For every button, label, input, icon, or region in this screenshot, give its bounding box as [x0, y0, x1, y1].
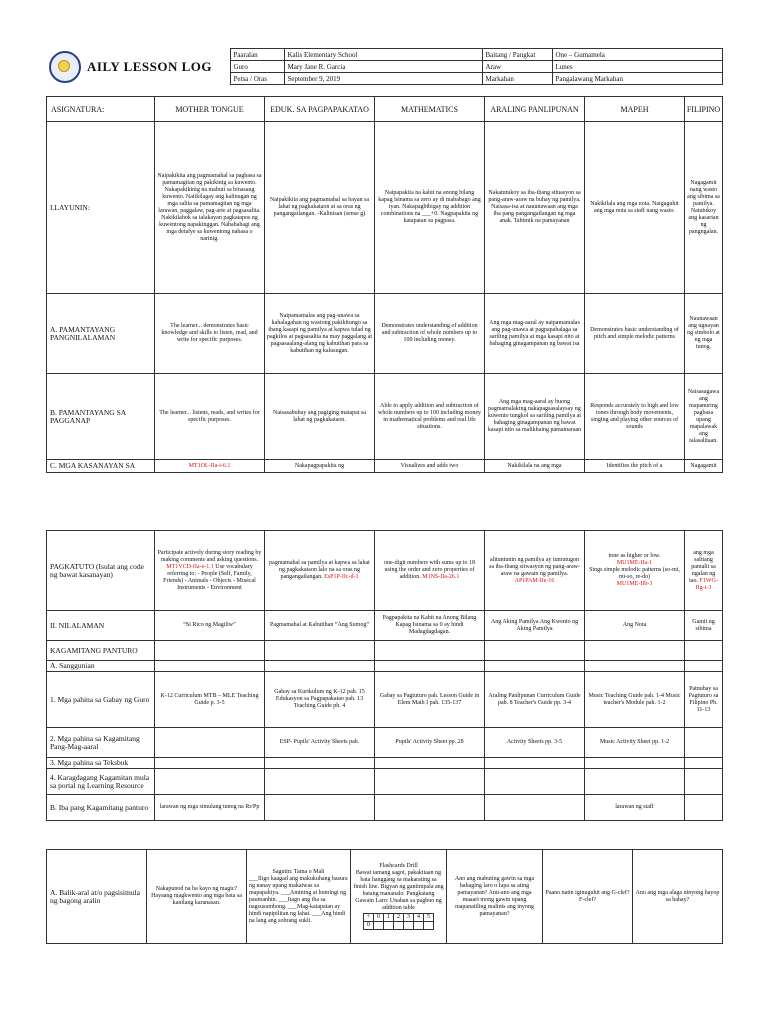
- balik-aral-math-heading: Flashcards Drill: [379, 863, 418, 869]
- pagganap-mapeh: Responds accurately to high and low tones through body movements, singing and playing other sources of sounds: [585, 374, 685, 460]
- kagamitang-fil: [685, 728, 723, 758]
- balik-aral-fil: Ano ang mga alaga ninyong hayop sa bahay?: [633, 850, 723, 944]
- row-label-sanggunian: A. Sanggunian: [47, 661, 155, 672]
- kagamitang-mt: [155, 728, 265, 758]
- nilalaman-std-fil: Naunawaan ang ugnayan ng simbolo at ng mga tunog.: [685, 294, 723, 374]
- col-esp: EDUK. SA PAGPAPAKATAO: [265, 97, 375, 122]
- deped-seal-cell: [46, 49, 84, 85]
- pagkatuto-fil-text: ang mga salitang pamalit sa ngalan ng tao.: [689, 549, 716, 584]
- pagganap-math: Able to apply addition and subtraction of whole numbers up to 100 including money in mathematical problems and real life situations.: [375, 374, 485, 460]
- iba-pang-kagamitan-mapeh: larawan ng staff: [585, 795, 685, 821]
- layunin-esp: Naipakikita ang pagmamahal sa bayan sa lahat ng pagkakataon at sa oras ng pangangailangan. -Kalinisan (sense g): [265, 122, 375, 294]
- row-label-learning-resource: 4. Karagdagang Kagamitan mula sa portal ng Learning Resource: [47, 769, 155, 795]
- gabay-esp: Gabay sa Kurikulum ng K-12 pah. 15 Edukasyon sa Pagpapakatao pah. 13 Teaching Guide ph. 4: [265, 672, 375, 728]
- row-label-teksbuk: 3. Mga pahina sa Teksbuk: [47, 758, 155, 769]
- header-key: Araw: [482, 61, 552, 73]
- header-value-day: Lunes: [552, 61, 722, 73]
- pagkatuto-math-text: one-digit numbers with sums up to 18 using the order and zero properties of addition.: [384, 560, 475, 580]
- col-mother-tongue: MOTHER TONGUE: [155, 97, 265, 122]
- addition-table-cell: 0: [374, 914, 384, 922]
- col-araling-panlipunan: ARALING PANLIPUNAN: [485, 97, 585, 122]
- kasanayan-fil: Nagagamit: [685, 460, 723, 473]
- kagamitang-ap: Activity Sheets pp. 3-5: [485, 728, 585, 758]
- pagkatuto-mapeh-code1: MU1ME-IIa-1: [616, 560, 653, 566]
- kasanayan-ap: Nakikilala na ang mga: [485, 460, 585, 473]
- col-mapeh: MAPEH: [585, 97, 685, 122]
- pagkatuto-math-code: M1NS-IIa-26.1: [422, 574, 460, 580]
- addition-table-cell: 4: [414, 914, 424, 922]
- addition-table-cell: 1: [384, 914, 394, 922]
- pagkatuto-mt-code: MT1VCD-IIa-e-1.1: [166, 563, 214, 570]
- pagkatuto-mt-text2: Use vocabulary referring to: - People (Self, Family, Friends) - Animals - Objects - Musical Instruments - Environment: [163, 563, 256, 591]
- pagkatuto-mapeh-text1: tone as higher or low.: [608, 553, 661, 559]
- header-value-school: Kalis Elementary School: [284, 49, 482, 61]
- header-value-grade: One – Gumamela: [552, 49, 722, 61]
- iba-pang-kagamitan-mt: larawan ng mga simulang tunog na Rr/Pp: [155, 795, 265, 821]
- layunin-mt: Naipakikita ang pagmamahal sa pagbasa sa pamamagitan ng pakikinig sa kuwento. Nakapakikinig na mabuti sa binasang kuwento. Naiikilagay ang kalinugan ng mga salita sa pamamagitan ng mga larawan, paggalaw, pag-arte at pagsasalita. Nakikilahok sa talakayan pagkatapos ng kuwentong napakinggan. Nababahagi ang mga detalye sa kuwentong nabasa o narinig.: [155, 122, 265, 294]
- pagkatuto-math: [375, 531, 485, 611]
- log-title: AILY LESSON LOG: [87, 58, 213, 74]
- addition-table-cell: +: [364, 914, 374, 922]
- row-label-iba-pang-kagamitan: B. Iba pang Kagamitang panturo: [47, 795, 155, 821]
- balik-aral-math: [351, 850, 447, 944]
- nilalaman-ap: Ang Aking Pamilya Ang Kwento ng Aking Pamilya: [485, 611, 585, 641]
- row-label-kagamitan: KAGAMITANG PANTURO: [47, 641, 155, 661]
- addition-table-cell: 3: [404, 914, 414, 922]
- kagamitang-esp: ESP- Pupils' Activity Sheets pah.: [265, 728, 375, 758]
- layunin-ap: Nakatutukoy sa iba-ibang situasyon sa pang-araw-araw na buhay ng pamilya. Naisasa-isa at nauunawaan ang mga iba pang pangangailangan ng mga anak. Tahimik na pamayanan: [485, 122, 585, 294]
- kasanayan-math: Visualizes and adds two: [375, 460, 485, 473]
- header-value-teacher: Mary Jane R. Garcia: [284, 61, 482, 73]
- lesson-table-content: [46, 530, 723, 821]
- gabay-ap: Araling Panlipunan Curriculum Guide pah. 8 Teacher's Guide pp. 3-4: [485, 672, 585, 728]
- col-asignatura: ASIGNATURA:: [47, 97, 155, 122]
- kagamitang-mapeh: Music Activity Sheet pp. 1-2: [585, 728, 685, 758]
- addition-table-cell: 5: [424, 914, 434, 922]
- balik-aral-esp-heading: Sagutin: Tama o Mali: [272, 868, 325, 875]
- col-filipino: FILIPINO: [685, 97, 723, 122]
- nilalaman-esp: Pagmamahal at Kabutihan “Ang Sumog”: [265, 611, 375, 641]
- lesson-table-procedure: [46, 849, 723, 944]
- gabay-fil: Patnubay sa Pagtuturo sa Filipino Ph. 11-13: [685, 672, 723, 728]
- gabay-mt: K-12 Curriculum MTB – MLE Teaching Guide p. 3-5: [155, 672, 265, 728]
- header-value-date: September 9, 2019: [284, 73, 482, 85]
- kasanayan-mapeh: Identifies the pitch of a: [585, 460, 685, 473]
- layunin-mapeh: Nakikilala ang mga nota. Naigaguhit ang mga nota sa staff nang wasto.: [585, 122, 685, 294]
- header-key: Petsa / Oras: [230, 73, 284, 85]
- lesson-table-objectives: [46, 96, 723, 473]
- nilalaman-mapeh: Ang Nota: [585, 611, 685, 641]
- row-label-pamantayang-nilalaman: A. PAMANTAYANG PANGNILALAMAN: [47, 294, 155, 374]
- balik-aral-esp-items: ___Iligo kaagad ang makukuhang basura ng nanay upang makaiwas sa mapapahiya. ___Amining at humingi ng paumanhin. ___Itago ang iba sa nagsusumbong. ___Mag-katapatan ay hindi napipilitan ng lahat. ___Ang hindi na lang ang sobrang sukli.: [249, 875, 348, 924]
- kasanayan-esp: Nakapagpapakita ng: [265, 460, 375, 473]
- pagkatuto-fil: [685, 531, 723, 611]
- nilalaman-std-ap: Ang mga mag-aaral ay naipamamalas ang pag-unawa at pagpapahalaga sa sariling pamilya at mga kasapi nito at bahaging ginagampanan ng bawat isa: [485, 294, 585, 374]
- col-mathematics: MATHEMATICS: [375, 97, 485, 122]
- nilalaman-fil: Gamit ng sibima: [685, 611, 723, 641]
- balik-aral-ap: Ano ang mabuting gawin sa mga bahaging laro o lupa sa ating pamayanan? Anu-ano ang mga maaari mong gawin upang mapanatiling malinis ang inyong pamayanan?: [447, 850, 543, 944]
- nilalaman-math: Pagpapakita na Kahit na Anong Bilang Kapag Isinama sa 0 ay hindi Madagdagdagan.: [375, 611, 485, 641]
- pagkatuto-ap-text: alituntunin ng pamilya ay tumutugon sa iba-ibang sitwasyon ng pang-araw-araw na gawain ng pamilya.: [489, 556, 580, 577]
- pagganap-ap: Ang mga mag-aaral ay buong pagmamalaking nakapagsasalaysay ng kuwento tungkol sa sariling pamilya at bahaging ginagampanan ng bawat kasapi nito sa malikhaing pamamaraan: [485, 374, 585, 460]
- header-key: Paaralan: [230, 49, 284, 61]
- row-label-kasanayan: C. MGA KASANAYAN SA: [47, 460, 155, 473]
- balik-aral-mapeh: Paano natin iginuguhit ang G-clef? F-clef?: [543, 850, 633, 944]
- header-key: Markahan: [482, 73, 552, 85]
- layunin-math: Naipapakita na kahit na anong bilang kapag isinama sa zero ay di mababago ang iyan. Nakapagbibigay ng addition combinations na ___+0. Nagpapakita ng katapatan sa pagpasa.: [375, 122, 485, 294]
- pagkatuto-fil-code: F1WG-IIg-i-3: [695, 577, 718, 591]
- kasanayan-mt-code: MT1OL-IIa-i-6.1: [155, 460, 265, 473]
- nilalaman-std-mapeh: Demonstrates basic understanding of pitch and simple melodic patterns: [585, 294, 685, 374]
- balik-aral-mt: Nakapunod na ba kayo ng magic? Hayaang magkwento ang mga bata sa kanilang karanasan.: [147, 850, 247, 944]
- kagamitang-math: Pupils' Activity Sheet pp. 28: [375, 728, 485, 758]
- layunin-fil: Nagagamit nang wasto ang sibima sa pamilya. Natutukoy ang kasarian ng pangngalan.: [685, 122, 723, 294]
- pagkatuto-esp: [265, 531, 375, 611]
- nilalaman-mt: “Si Rico ng Magiliw”: [155, 611, 265, 641]
- header-table: [46, 48, 723, 85]
- pagganap-esp: Naisasabuhay ang pagiging matapat sa lahat ng pagkakataon.: [265, 374, 375, 460]
- row-label-layunin: I.LAYUNIN:: [47, 122, 155, 294]
- row-label-balik-aral: A. Balik-aral at/o pagsisimula ng bagong aralin: [47, 850, 147, 944]
- nilalaman-std-esp: Naipamamalas ang pag-unawa sa kahalagahan ng wastong pakikitungo sa ibang kasapi ng pamilya at kapwa tulad ng pagkilos at pagsasalita na may paggalang at pagsasaalang-alang ng kabutihan para sa kabutihan ng kalusugan.: [265, 294, 375, 374]
- gabay-math: Gabay sa Pagtuturo pah. Lesson Guide in Elem Math I pah. 135-137: [375, 672, 485, 728]
- deped-seal-icon: [49, 51, 81, 83]
- row-label-nilalaman: II. NILALAMAN: [47, 611, 155, 641]
- balik-aral-math-text: Bawat tamang sagot, pakakitaan ng bata hanggang sa makarating sa finish line. Bigyan ng gantimpala ang batang mananalo. Pangkatang Gawain Laro: Unahan sa pagbuo ng addition table: [353, 870, 444, 911]
- pagkatuto-mapeh-code2: MU1ME-IIb-3: [616, 581, 653, 587]
- pagkatuto-esp-text: pagmamahal sa pamilya at kapwa sa lahat ng pagkakataon lalo na sa oras ng pangangailangan.: [269, 560, 370, 580]
- pagkatuto-ap-code: AP1PAM-IIe-16: [514, 577, 555, 584]
- pagkatuto-mt-text: Participate actively during story reading by making comments and asking questions.: [157, 549, 262, 563]
- addition-table-grid: [363, 913, 434, 930]
- pagganap-mt: The learner... listens, reads, and writes for specific purposes.: [155, 374, 265, 460]
- header-key: Baitang / Pangkat: [482, 49, 552, 61]
- row-label-gabay: 1. Mga pahina sa Gabay ng Guro: [47, 672, 155, 728]
- header-key: Guro: [230, 61, 284, 73]
- header-value-quarter: Pangalawang Markahan: [552, 73, 722, 85]
- pagkatuto-ap: [485, 531, 585, 611]
- row-label-kagamitang-pang-magaaral: 2. Mga pahina sa Kagamitang Pang-Mag-aaral: [47, 728, 155, 758]
- pagkatuto-mapeh: [585, 531, 685, 611]
- balik-aral-esp: [247, 850, 351, 944]
- addition-table-cell: 2: [394, 914, 404, 922]
- row-label-pamantayan-pagganap: B. PAMANTAYANG SA PAGGANAP: [47, 374, 155, 460]
- addition-table-cell: 0: [364, 922, 374, 930]
- gabay-mapeh: Music Teaching Guide pah. 1-4 Music teacher's Module pah. 1-2: [585, 672, 685, 728]
- pagkatuto-mt: [155, 531, 265, 611]
- pagkatuto-mapeh-text2: Sings simple melodic patterns (so-mi, mi-so, re-do): [589, 567, 680, 580]
- log-title-cell: [84, 49, 230, 85]
- pagganap-fil: Naisasagawa ang mapanuring pagbasa upang mapalawak ang talasalitaan.: [685, 374, 723, 460]
- row-label-pagkatuto: PAGKATUTO (Isulat ang code ng bawat kasanayan): [47, 531, 155, 611]
- pagkatuto-esp-code: EsP1P-IIc-d-3: [324, 574, 359, 580]
- nilalaman-std-mt: The learner... demonstrates basic knowledge and skills to listen, read, and write for specific purposes.: [155, 294, 265, 374]
- nilalaman-std-math: Demonstrates understanding of addition and subtraction of whole numbers up to 100 including money.: [375, 294, 485, 374]
